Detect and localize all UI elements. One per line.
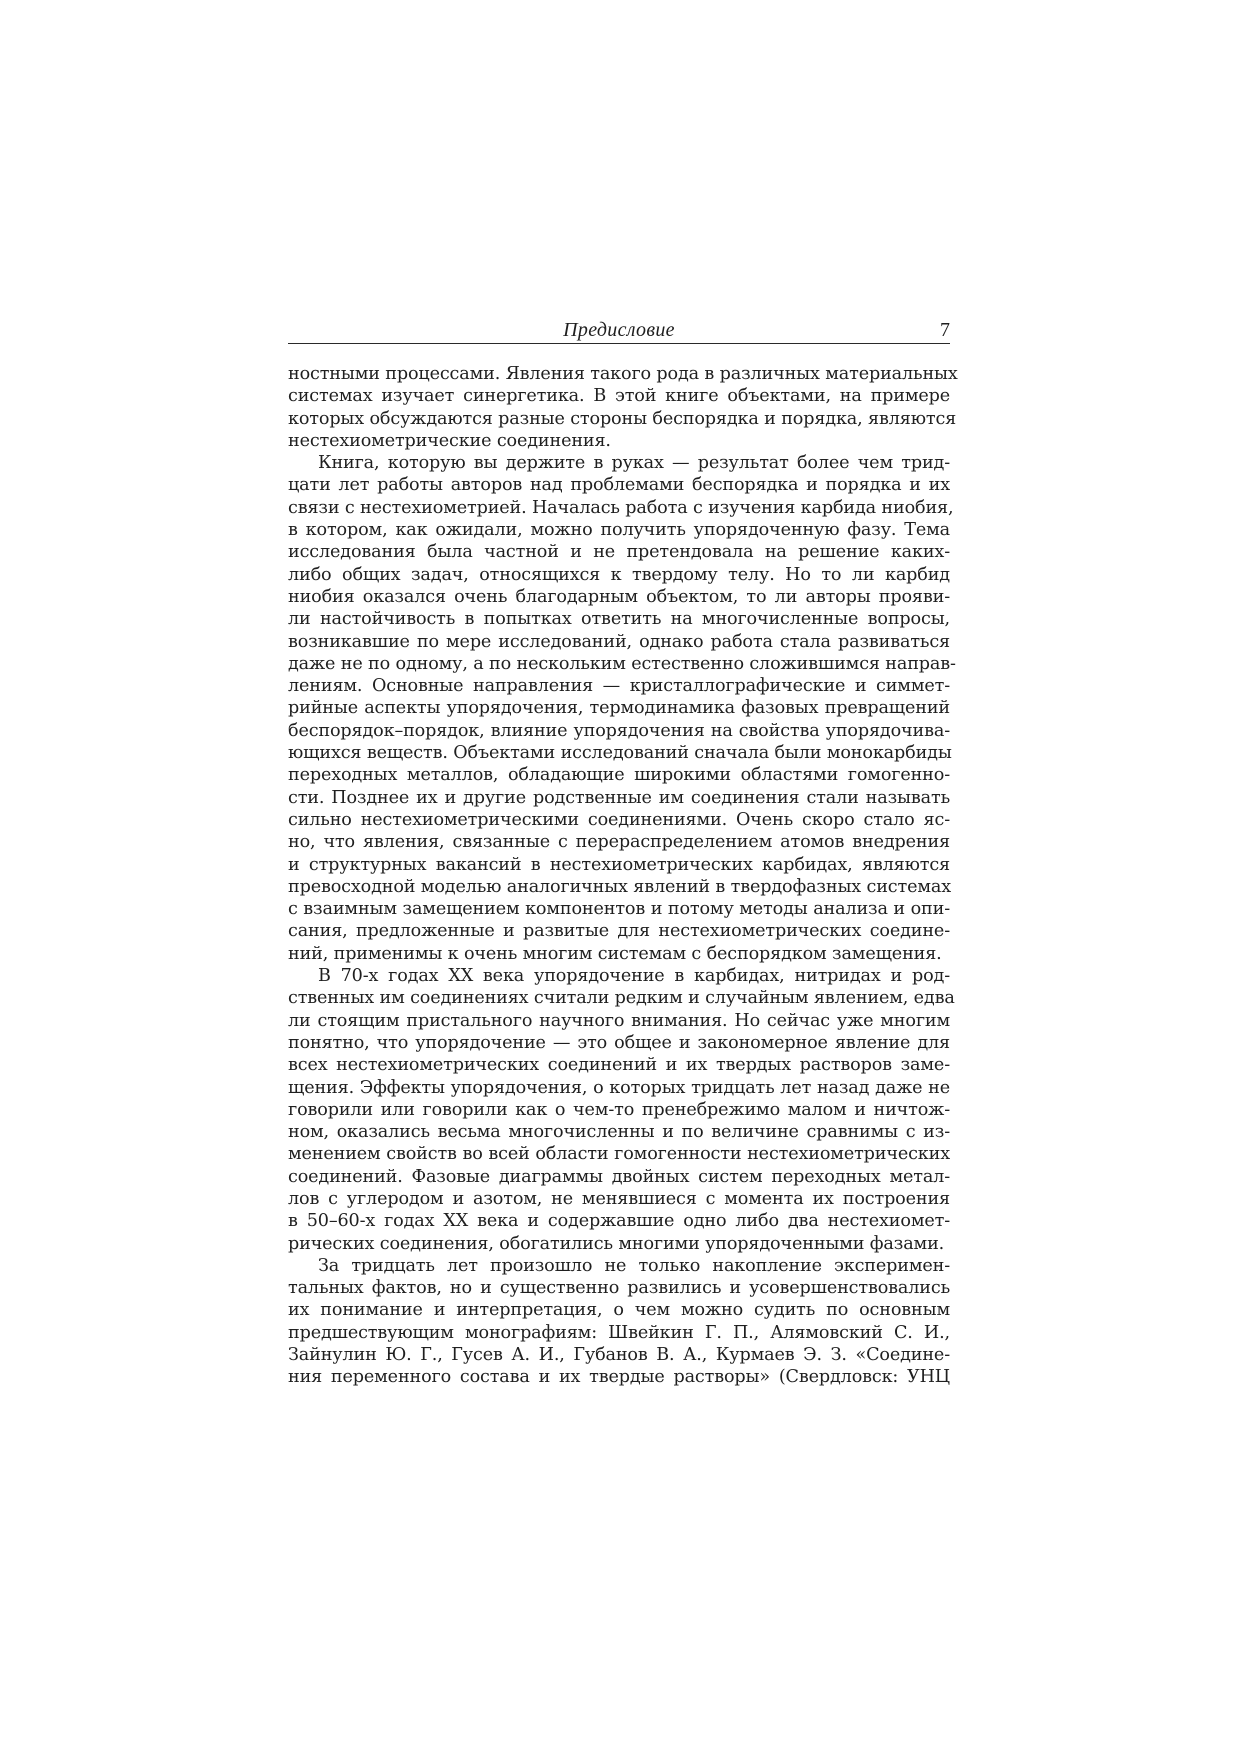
paragraph — [288, 1255, 950, 1389]
paragraph — [288, 363, 958, 452]
text-line: понятно, что упорядочение — это общее и закономерное явление для — [288, 1032, 950, 1053]
text-line: ния переменного состава и их твердые растворы» (Свердловск: УНЦ — [288, 1367, 950, 1388]
text-line: которых обсуждаются разные стороны беспорядка и порядка, являются — [288, 408, 957, 429]
text-line: цати лет работы авторов над проблемами беспорядка и порядка и их — [288, 475, 950, 496]
running-title: Предисловие — [563, 319, 675, 341]
text-line: лениям. Основные направления — кристаллографические и симмет- — [288, 676, 950, 697]
text-line: исследования была частной и не претендовала на решение каких- — [288, 542, 950, 563]
text-line: системах изучает синергетика. В этой книге объектами, на примере — [288, 386, 950, 407]
text-line: ственных им соединениях считали редким и случайным явлением, едва — [288, 988, 955, 1009]
text-line: ли стоящим пристального научного внимания. Но сейчас уже многим — [288, 1010, 950, 1031]
text-line: соединений. Фазовые диаграммы двойных систем переходных метал- — [288, 1166, 950, 1187]
text-line: сти. Позднее их и другие родственные им соединения стали называть — [288, 787, 950, 808]
text-line: но, что явления, связанные с перераспределением атомов внедрения — [288, 832, 950, 853]
text-line: возникавшие по мере исследований, однако работа стала развиваться — [288, 631, 950, 652]
text-line: рийные аспекты упорядочения, термодинамика фазовых превращений — [288, 698, 950, 719]
text-line: их понимание и интерпретация, о чем можно судить по основным — [288, 1300, 950, 1321]
text-line: Зайнулин Ю. Г., Гусев А. И., Губанов В. А., Курмаев Э. З. «Соедине- — [288, 1345, 950, 1366]
text-line: За тридцать лет произошло не только накопление эксперимен- — [318, 1255, 950, 1276]
text-line: ном, оказались весьма многочисленны и по величине сравнимы с из- — [288, 1122, 950, 1143]
text-line: переходных металлов, обладающие широкими областями гомогенно- — [288, 765, 950, 786]
text-line: связи с нестехиометрией. Началась работа с изучения карбида ниобия, — [288, 497, 954, 518]
text-line: сильно нестехиометрическими соединениями. Очень скоро стало яс- — [288, 809, 950, 830]
text-line: тальных фактов, но и существенно развились и усовершенствовались — [288, 1278, 950, 1299]
text-line: В 70-х годах XX века упорядочение в карбидах, нитридах и род- — [318, 966, 950, 987]
text-line: говорили или говорили как о чем-то пренебрежимо малом и ничтож- — [288, 1099, 950, 1120]
text-line: всех нестехиометрических соединений и их твердых растворов заме- — [288, 1055, 950, 1076]
text-line: ющихся веществ. Объектами исследований сначала были монокарбиды — [288, 743, 952, 764]
text-line: превосходной моделью аналогичных явлений в твердофазных системах — [288, 876, 951, 897]
text-line: сания, предложенные и развитые для нестехиометрических соедине- — [288, 921, 950, 942]
text-line: даже не по одному, а по нескольким естественно сложившимся направ- — [288, 653, 956, 674]
paragraph — [288, 452, 956, 965]
text-line: ли настойчивость в попытках ответить на многочисленные вопросы, — [288, 609, 950, 630]
text-line: либо общих задач, относящихся к твердому телу. Но то ли карбид — [288, 564, 950, 585]
text-line: ниобия оказался очень благодарным объектом, то ли авторы прояви- — [288, 586, 950, 607]
text-line: ностными процессами. Явления такого рода в различных материальных — [288, 364, 958, 384]
page-number: 7 — [940, 319, 950, 341]
text-line: щения. Эффекты упорядочения, о которых тридцать лет назад даже не — [288, 1077, 950, 1098]
text-line: с взаимным замещением компонентов и потому методы анализа и опи- — [288, 899, 950, 920]
text-line: рических соединения, обогатились многими упорядоченными фазами. — [288, 1233, 945, 1254]
text-line: менением свойств во всей области гомогенности нестехиометрических — [288, 1144, 950, 1165]
text-line: Книга, которую вы держите в руках — результат более чем трид- — [318, 453, 950, 474]
text-line: ний, применимы к очень многим системам с беспорядком замещения. — [288, 943, 942, 964]
running-header — [288, 319, 950, 344]
text-line: и структурных вакансий в нестехиометрических карбидах, являются — [288, 854, 950, 875]
body-text — [288, 363, 958, 1389]
text-line: лов с углеродом и азотом, не менявшиеся с момента их построения — [288, 1188, 950, 1209]
text-line: в котором, как ожидали, можно получить упорядоченную фазу. Тема — [288, 520, 950, 541]
text-line: беспорядок–порядок, влияние упорядочения на свойства упорядочива- — [288, 720, 950, 741]
text-line: предшествующим монографиям: Швейкин Г. П., Алямовский С. И., — [288, 1322, 950, 1343]
text-line: в 50–60-х годах XX века и содержавшие одно либо два нестехиомет- — [288, 1211, 950, 1232]
text-line: нестехиометрические соединения. — [288, 430, 611, 451]
paragraph — [288, 965, 955, 1255]
